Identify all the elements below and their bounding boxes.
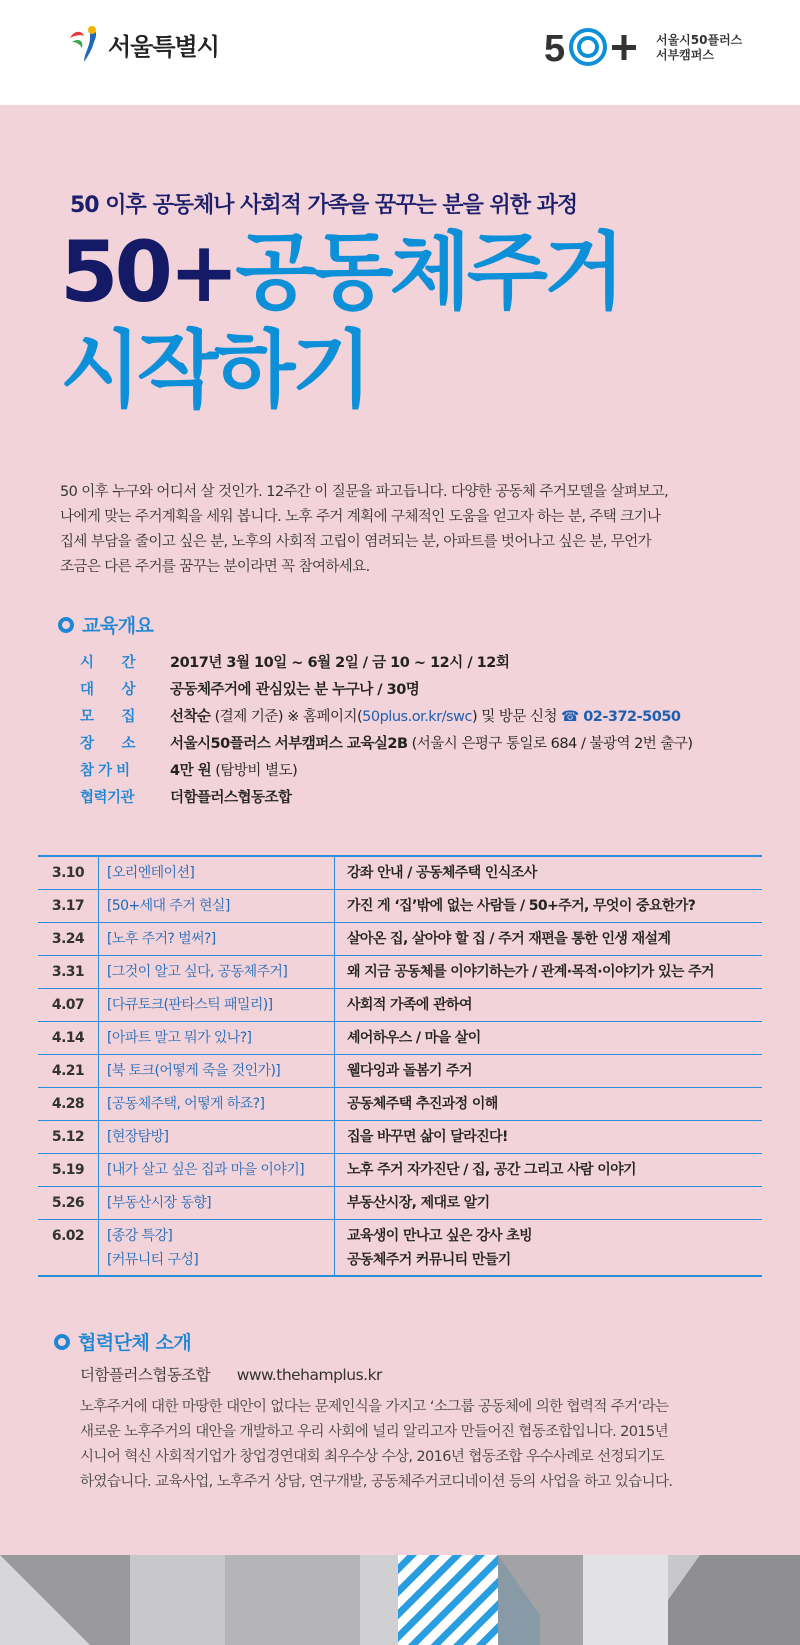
session-date: 5.19 — [38, 1154, 99, 1186]
fee-note: (탐방비 별도) — [211, 763, 298, 779]
session-desc-line: 교육생이 만나고 싶은 강사 초빙 — [347, 1228, 533, 1244]
campus-name — [656, 33, 742, 63]
table-row — [38, 923, 762, 956]
partner-description — [80, 1395, 740, 1495]
info-label: 장 소 — [80, 736, 136, 752]
session-desc-line: 공동체주거 커뮤니티 만들기 — [347, 1252, 511, 1268]
schedule-table — [38, 855, 762, 1277]
homepage-link[interactable]: 50plus.or.kr/swc — [362, 709, 472, 725]
session-date: 3.31 — [38, 956, 99, 988]
phone-number[interactable]: ☎ 02-372-5050 — [561, 709, 681, 725]
info-value — [170, 759, 297, 780]
session-date: 3.10 — [38, 857, 99, 889]
session-date: 3.17 — [38, 890, 99, 922]
session-desc — [335, 1220, 762, 1275]
session-desc: 부동산시장, 제대로 알기 — [347, 1195, 490, 1211]
session-topic: [부동산시장 동향] — [99, 1187, 335, 1219]
info-value: 더함플러스협동조합 — [170, 790, 292, 806]
recruit-note-after: ) 및 방문 신청 — [471, 709, 562, 725]
session-date: 4.14 — [38, 1022, 99, 1054]
header-bar — [0, 0, 800, 105]
session-date: 6.02 — [38, 1220, 99, 1275]
svg-text:5: 5 — [544, 28, 566, 70]
fee-amount: 4만 원 — [170, 763, 212, 779]
intro-line: 50 이후 누구와 어디서 살 것인가. 12주간 이 질문을 파고듭니다. 다양한 공동체 주거모델을 살펴보고, — [60, 484, 669, 500]
campus-line-2: 서부캠퍼스 — [656, 48, 714, 62]
table-row — [38, 956, 762, 989]
intro-line: 조금은 다른 주거를 꿈꾸는 분이라면 꼭 참여하세요. — [60, 559, 370, 575]
session-topic-line: [종강 특강] — [107, 1228, 173, 1244]
50plus-logo[interactable] — [544, 24, 742, 72]
overview-section-title — [58, 611, 153, 638]
session-desc: 집을 바꾸면 삶이 달라진다! — [347, 1129, 508, 1145]
overview-section-label: 교육개요 — [82, 615, 154, 637]
session-topic: [내가 살고 싶은 집과 마을 이야기] — [99, 1154, 335, 1186]
partner-line: 새로운 노후주거의 대안을 개발하고 우리 사회에 널리 알리고자 만들어진 협동조합입니다. 2015년 — [80, 1424, 669, 1440]
50plus-emblem-icon — [544, 24, 644, 72]
session-topic: [50+세대 주거 현실] — [99, 890, 335, 922]
info-value — [170, 732, 693, 753]
overview-info — [80, 648, 760, 810]
info-row-partner — [80, 783, 760, 810]
session-topic: [다큐토크(판타스틱 패밀리)] — [99, 989, 335, 1021]
info-value: 2017년 3월 10일 ~ 6월 2일 / 금 10 ~ 12시 / 12회 — [170, 655, 510, 671]
session-desc: 왜 지금 공동체를 이야기하는가 / 관계·목적·이야기가 있는 주거 — [347, 964, 714, 980]
hero-title-prefix: 50+ — [60, 223, 236, 321]
session-date: 4.28 — [38, 1088, 99, 1120]
session-date: 4.21 — [38, 1055, 99, 1087]
recruit-note: (결제 기준) ※ 홈페이지( — [210, 709, 363, 725]
hero-title-line-2: 시작하기 — [60, 321, 369, 419]
table-row — [38, 1022, 762, 1055]
info-row-target — [80, 675, 760, 702]
table-row — [38, 1154, 762, 1187]
recruit-method: 선착순 — [170, 709, 211, 725]
session-topic: [아파트 말고 뭐가 있나?] — [99, 1022, 335, 1054]
session-desc: 강좌 안내 / 공동체주택 인식조사 — [347, 865, 537, 881]
footer-shape — [225, 1555, 360, 1645]
campus-line-1: 서울시50플러스 — [656, 33, 743, 47]
table-row — [38, 1055, 762, 1088]
seoul-logo[interactable] — [64, 24, 219, 64]
session-desc: 셰어하우스 / 마을 살이 — [347, 1030, 481, 1046]
table-row — [38, 1121, 762, 1154]
footer-stripes — [398, 1555, 498, 1645]
session-topic: [북 토크(어떻게 죽을 것인가)] — [99, 1055, 335, 1087]
session-date: 3.24 — [38, 923, 99, 955]
session-topic-line: [커뮤니티 구성] — [107, 1252, 199, 1268]
session-desc: 사회적 가족에 관하여 — [347, 997, 472, 1013]
place-name: 서울시50플러스 서부캠퍼스 교육실2B — [170, 736, 408, 752]
intro-line: 나에게 맞는 주거계획을 세워 봅니다. 노후 주거 계획에 구체적인 도움을 얻고자 하는 분, 주택 크기나 — [60, 509, 661, 525]
info-value — [170, 705, 681, 726]
circle-bullet-icon — [58, 617, 74, 633]
hero-title-main: 공동체주거 — [235, 223, 622, 321]
session-topic: [노후 주거? 벌써?] — [99, 923, 335, 955]
hero-title-line-1 — [60, 222, 621, 322]
partner-header — [80, 1363, 404, 1385]
session-topic: [공동체주택, 어떻게 하죠?] — [99, 1088, 335, 1120]
info-row-time — [80, 648, 760, 675]
info-label: 대 상 — [80, 682, 136, 698]
partner-name: 더함플러스협동조합 — [80, 1366, 211, 1384]
partner-url[interactable]: www.thehamplus.kr — [236, 1366, 382, 1384]
session-desc: 가진 게 ‘집’밖에 없는 사람들 / 50+주거, 무엇이 중요한가? — [347, 898, 696, 914]
partner-section-title — [54, 1328, 191, 1355]
table-row — [38, 1220, 762, 1275]
session-topic: [오리엔테이션] — [99, 857, 335, 889]
session-desc: 웰다잉과 돌봄기 주거 — [347, 1063, 472, 1079]
info-label: 협력기관 — [80, 790, 135, 806]
table-row — [38, 890, 762, 923]
seoul-logo-text: 서울특별시 — [108, 32, 219, 61]
decorative-footer — [0, 1555, 800, 1645]
intro-paragraph — [60, 480, 740, 580]
session-topic: [그것이 알고 싶다, 공동체주거] — [99, 956, 335, 988]
session-desc: 노후 주거 자가진단 / 집, 공간 그리고 사람 이야기 — [347, 1162, 636, 1178]
session-topic — [99, 1220, 335, 1275]
footer-shape — [130, 1555, 225, 1645]
info-value: 공동체주거에 관심있는 분 누구나 / 30명 — [170, 682, 420, 698]
session-date: 5.12 — [38, 1121, 99, 1153]
session-desc: 공동체주택 추진과정 이해 — [347, 1096, 498, 1112]
info-row-fee — [80, 756, 760, 783]
intro-line: 집세 부담을 줄이고 싶은 분, 노후의 사회적 고립이 염려되는 분, 아파트를 벗어나고 싶은 분, 무언가 — [60, 534, 652, 550]
info-label: 모 집 — [80, 709, 136, 725]
hero-subtitle: 50 이후 공동체나 사회적 가족을 꿈꾸는 분을 위한 과정 — [70, 193, 578, 218]
info-row-place — [80, 729, 760, 756]
circle-bullet-icon — [54, 1334, 70, 1350]
table-row — [38, 989, 762, 1022]
session-topic: [현장탐방] — [99, 1121, 335, 1153]
place-address: (서울시 은평구 통일로 684 / 불광역 2번 출구) — [407, 736, 693, 752]
partner-line: 하였습니다. 교육사업, 노후주거 상담, 연구개발, 공동체주거코디네이션 등의 사업을 하고 있습니다. — [80, 1474, 673, 1490]
footer-shape — [583, 1555, 668, 1645]
table-row — [38, 1088, 762, 1121]
session-desc: 살아온 집, 살아야 할 집 / 주거 재편을 통한 인생 재설계 — [347, 931, 671, 947]
partner-line: 노후주거에 대한 마땅한 대안이 없다는 문제인식을 가지고 ‘소그룹 공동체에 의한 협력적 주거’라는 — [80, 1399, 669, 1415]
partner-line: 시니어 혁신 사회적기업가 창업경연대회 최우수상 수상, 2016년 협동조합 우수사례로 선정되기도 — [80, 1449, 665, 1465]
info-label: 참 가 비 — [80, 763, 130, 779]
footer-shape — [498, 1555, 583, 1645]
partner-section-label: 협력단체 소개 — [78, 1332, 192, 1354]
table-row — [38, 857, 762, 890]
session-date: 5.26 — [38, 1187, 99, 1219]
table-row — [38, 1187, 762, 1220]
session-date: 4.07 — [38, 989, 99, 1021]
info-label: 시 간 — [80, 655, 136, 671]
seoul-emblem-icon — [64, 24, 104, 64]
info-row-recruit — [80, 702, 760, 729]
footer-shape — [360, 1555, 398, 1645]
